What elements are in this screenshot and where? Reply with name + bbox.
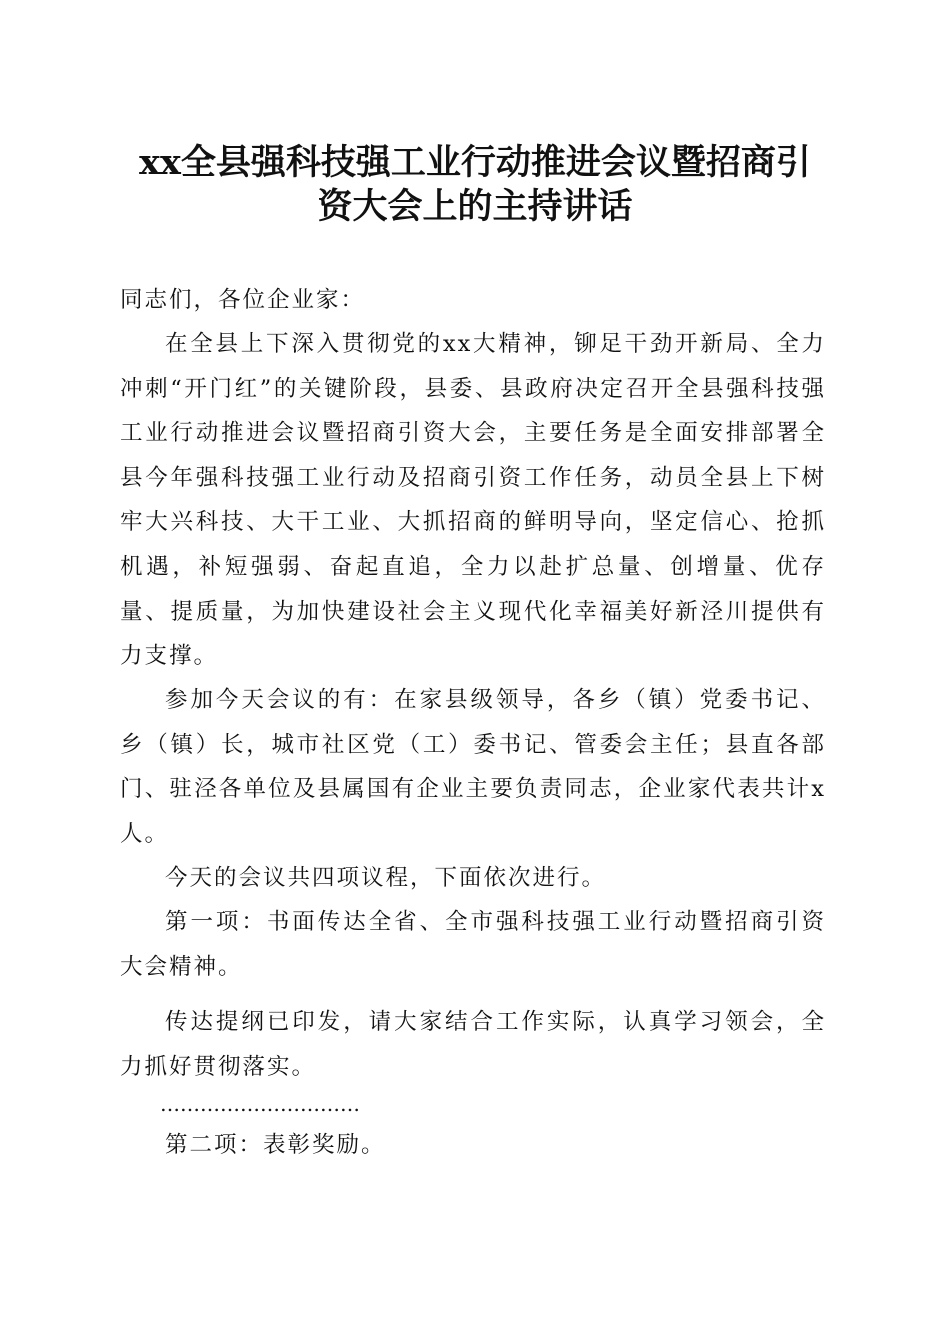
ellipsis-separator: …………………………: [160, 1092, 360, 1116]
paragraph-item-one-detail: 传达提纲已印发，请大家结合工作实际，认真学习领会，全力抓好贯彻落实。: [120, 1009, 826, 1080]
paragraph-attendees: 参加今天会议的有：在家县级领导，各乡（镇）党委书记、乡（镇）长，城市社区党（工）委书记、管委会主任；县直各部门、驻泾各单位及县属国有企业主要负责同志，企业家代表共计x人。: [120, 687, 826, 847]
document-title-line-2: 资大会上的主持讲话: [317, 186, 633, 227]
paragraph-agenda: 今天的会议共四项议程，下面依次进行。: [165, 865, 607, 891]
greeting: 同志们，各位企业家：: [120, 287, 366, 313]
paragraph-opening: 在全县上下深入贯彻党的xx大精神，铆足干劲开新局、全力冲刺“开门红”的关键阶段，县委、县政府决定召开全县强科技强工业行动推进会议暨招商引资大会，主要任务是全面安排部署全县今年强科技强工业行动及招商引资工作任务，动员全县上下树牢大兴科技、大干工业、大抓招商的鲜明导向，坚定信心、抢抓机遇，补短强弱、奋起直追，全力以赴扩总量、创增量、优存量、提质量，为加快建设社会主义现代化幸福美好新泾川提供有力支撑。: [120, 331, 826, 670]
paragraph-item-one: 第一项：书面传达全省、全市强科技强工业行动暨招商引资大会精神。: [120, 909, 826, 980]
document-title-line-1: xx全县强科技强工业行动推进会议暨招商引: [139, 142, 811, 183]
paragraph-item-two: 第二项：表彰奖励。: [165, 1132, 386, 1158]
